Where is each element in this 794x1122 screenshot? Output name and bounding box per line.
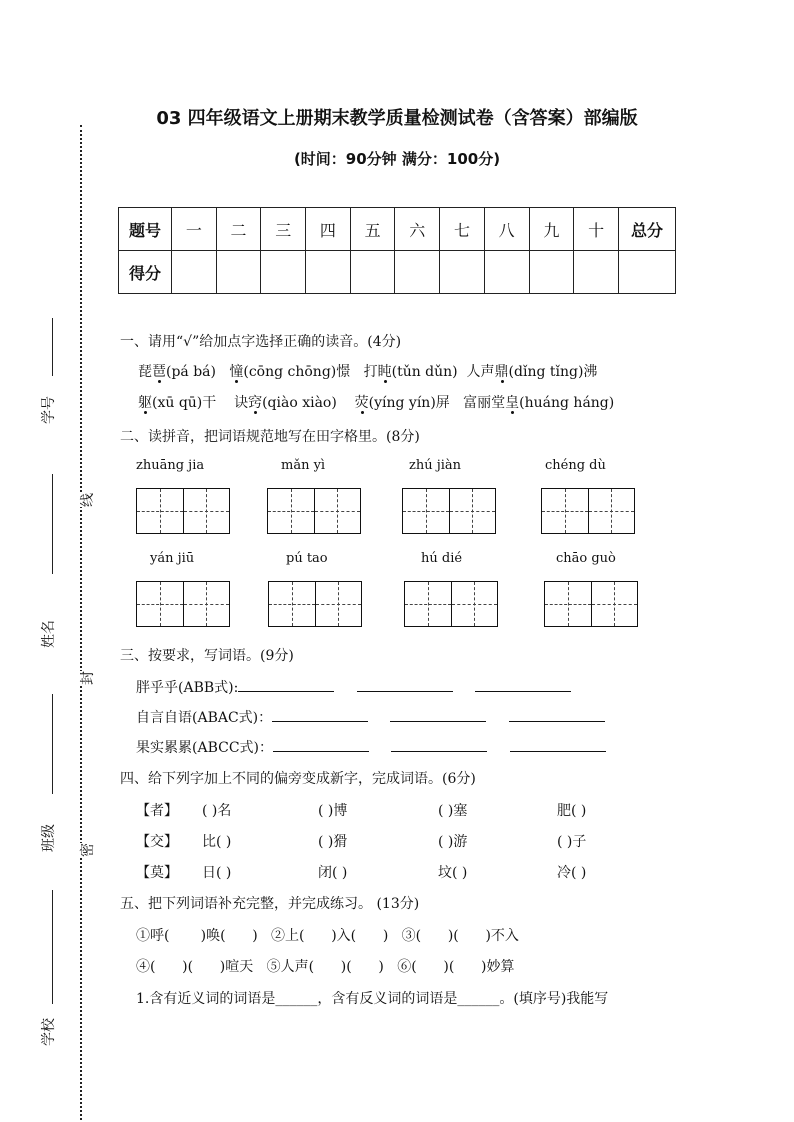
q1-row1 [138, 361, 597, 381]
q4-heading: 四、给下列字加上不同的偏旁变成新字，完成词语。(6分) [120, 771, 476, 787]
pinyin-label: zhú jiàn [409, 458, 462, 473]
q1-heading: 一、请用“√”给加点字选择正确的读音。(4分) [120, 334, 402, 350]
q4-blank-item[interactable]: ( )猾 [318, 834, 348, 850]
table-cell: 总分 [619, 208, 676, 251]
q1-item: 荧(yíng yín)屏 [354, 395, 450, 411]
q4-blank-item[interactable]: ( )塞 [438, 803, 468, 819]
q4-blank-item[interactable]: 坟( ) [438, 865, 468, 881]
table-cell: 九 [529, 208, 574, 251]
name-label: 姓名 [41, 620, 57, 648]
q1-item: 琵琶(pá bá) [138, 364, 216, 380]
table-cell: 八 [484, 208, 529, 251]
table-cell: 五 [350, 208, 395, 251]
q4-blank-item[interactable]: 肥( ) [557, 803, 587, 819]
binding-char-xian: 线 [77, 493, 97, 507]
answer-blank[interactable] [391, 739, 487, 752]
page-title: 03 四年级语文上册期末教学质量检测试卷（含答案）部编版 [156, 108, 638, 129]
q3-item: 胖乎乎(ABB式): [136, 677, 571, 697]
tianzige-box[interactable] [404, 581, 498, 627]
score-cell[interactable] [216, 251, 261, 294]
q4-blank-item[interactable]: 比( ) [202, 834, 232, 850]
score-cell[interactable] [574, 251, 619, 294]
name-line [52, 474, 53, 574]
pinyin-label: zhuāng jia [136, 458, 205, 473]
q4-blank-item[interactable]: ( )子 [557, 834, 587, 850]
q4-row: 【交】 [136, 834, 178, 850]
answer-blank[interactable] [238, 679, 334, 692]
table-cell: 一 [172, 208, 217, 251]
tianzige-box[interactable] [402, 488, 496, 534]
q4-blank-item[interactable]: ( )游 [438, 834, 468, 850]
pinyin-label: pú tao [286, 551, 328, 566]
score-cell[interactable] [261, 251, 306, 294]
table-cell: 七 [440, 208, 485, 251]
score-cell[interactable] [440, 251, 485, 294]
student-id-label: 学号 [41, 396, 57, 424]
q1-item: 人声鼎(dǐng tǐng)沸 [466, 364, 598, 380]
answer-blank[interactable] [357, 679, 453, 692]
score-table-score-row [119, 251, 676, 294]
school-label: 学校 [41, 1018, 57, 1046]
score-cell[interactable] [350, 251, 395, 294]
tianzige-box[interactable] [268, 581, 362, 627]
score-cell[interactable] [529, 251, 574, 294]
q1-item: 憧(cōng chōng)憬 [229, 364, 351, 380]
tianzige-box[interactable] [267, 488, 361, 534]
q4-row: 【者】 [136, 803, 178, 819]
score-cell[interactable] [484, 251, 529, 294]
q2-heading: 二、读拼音，把词语规范地写在田字格里。(8分) [120, 429, 420, 445]
page-subtitle: (时间：90分钟 满分：100分) [293, 150, 501, 168]
q4-blank-item[interactable]: 闭( ) [318, 865, 348, 881]
q4-blank-item[interactable]: ( )博 [318, 803, 348, 819]
binding-char-mi: 密 [77, 843, 97, 857]
binding-dotted-line [80, 125, 82, 1120]
q5-row2[interactable]: ④( )( )喧天 ⑤人声( )( ) ⑥( )( )妙算 [136, 959, 515, 975]
answer-blank[interactable] [272, 709, 368, 722]
answer-blank[interactable] [510, 739, 606, 752]
q3-item: 自言自语(ABAC式)： [136, 707, 605, 727]
pinyin-label: chéng dù [545, 458, 606, 473]
score-cell[interactable] [619, 251, 676, 294]
class-line [52, 694, 53, 794]
tianzige-box[interactable] [541, 488, 635, 534]
q4-row: 【莫】 [136, 865, 178, 881]
class-label: 班级 [41, 824, 57, 852]
q1-item: 富丽堂皇(huáng háng) [463, 395, 615, 411]
score-cell[interactable] [306, 251, 351, 294]
table-cell: 二 [216, 208, 261, 251]
answer-blank[interactable] [475, 679, 571, 692]
q4-blank-item[interactable]: 冷( ) [557, 865, 587, 881]
q3-heading: 三、按要求，写词语。(9分) [120, 648, 294, 664]
score-table [118, 207, 676, 294]
q4-blank-item[interactable]: 日( ) [202, 865, 232, 881]
tianzige-box[interactable] [136, 488, 230, 534]
table-cell: 三 [261, 208, 306, 251]
q5-sub1: 1.含有近义词的词语是______，含有反义词的词语是______。(填序号)我能写 [136, 991, 609, 1007]
score-cell[interactable] [172, 251, 217, 294]
q5-row1[interactable]: ①呼( )唤( ) ②上( )入( ) ③( )( )不入 [136, 928, 519, 944]
q1-item: 打盹(tǔn dǔn) [363, 364, 458, 380]
student-id-line [52, 318, 53, 376]
school-line [52, 890, 53, 1004]
tianzige-box[interactable] [136, 581, 230, 627]
answer-blank[interactable] [509, 709, 605, 722]
answer-blank[interactable] [273, 739, 369, 752]
q5-heading: 五、把下列词语补充完整，并完成练习。 (13分) [120, 896, 420, 912]
pinyin-label: mǎn yì [281, 458, 326, 473]
q3-item: 果实累累(ABCC式)： [136, 737, 606, 757]
pinyin-label: hú dié [421, 551, 463, 566]
pinyin-label: yán jiū [150, 551, 195, 566]
answer-blank[interactable] [390, 709, 486, 722]
q4-blank-item[interactable]: ( )名 [202, 803, 232, 819]
score-table-header-row [119, 208, 676, 251]
q1-item: 躯(xū qū)干 [138, 395, 217, 411]
table-cell: 十 [574, 208, 619, 251]
q1-item: 诀窍(qiào xiào) [234, 395, 337, 411]
pinyin-label: chāo guò [556, 551, 616, 566]
table-cell: 六 [395, 208, 440, 251]
table-cell: 四 [306, 208, 351, 251]
tianzige-box[interactable] [544, 581, 638, 627]
q1-row2 [138, 392, 614, 412]
binding-char-feng: 封 [77, 671, 97, 685]
table-cell: 题号 [119, 208, 172, 251]
table-cell: 得分 [119, 251, 172, 294]
score-cell[interactable] [395, 251, 440, 294]
